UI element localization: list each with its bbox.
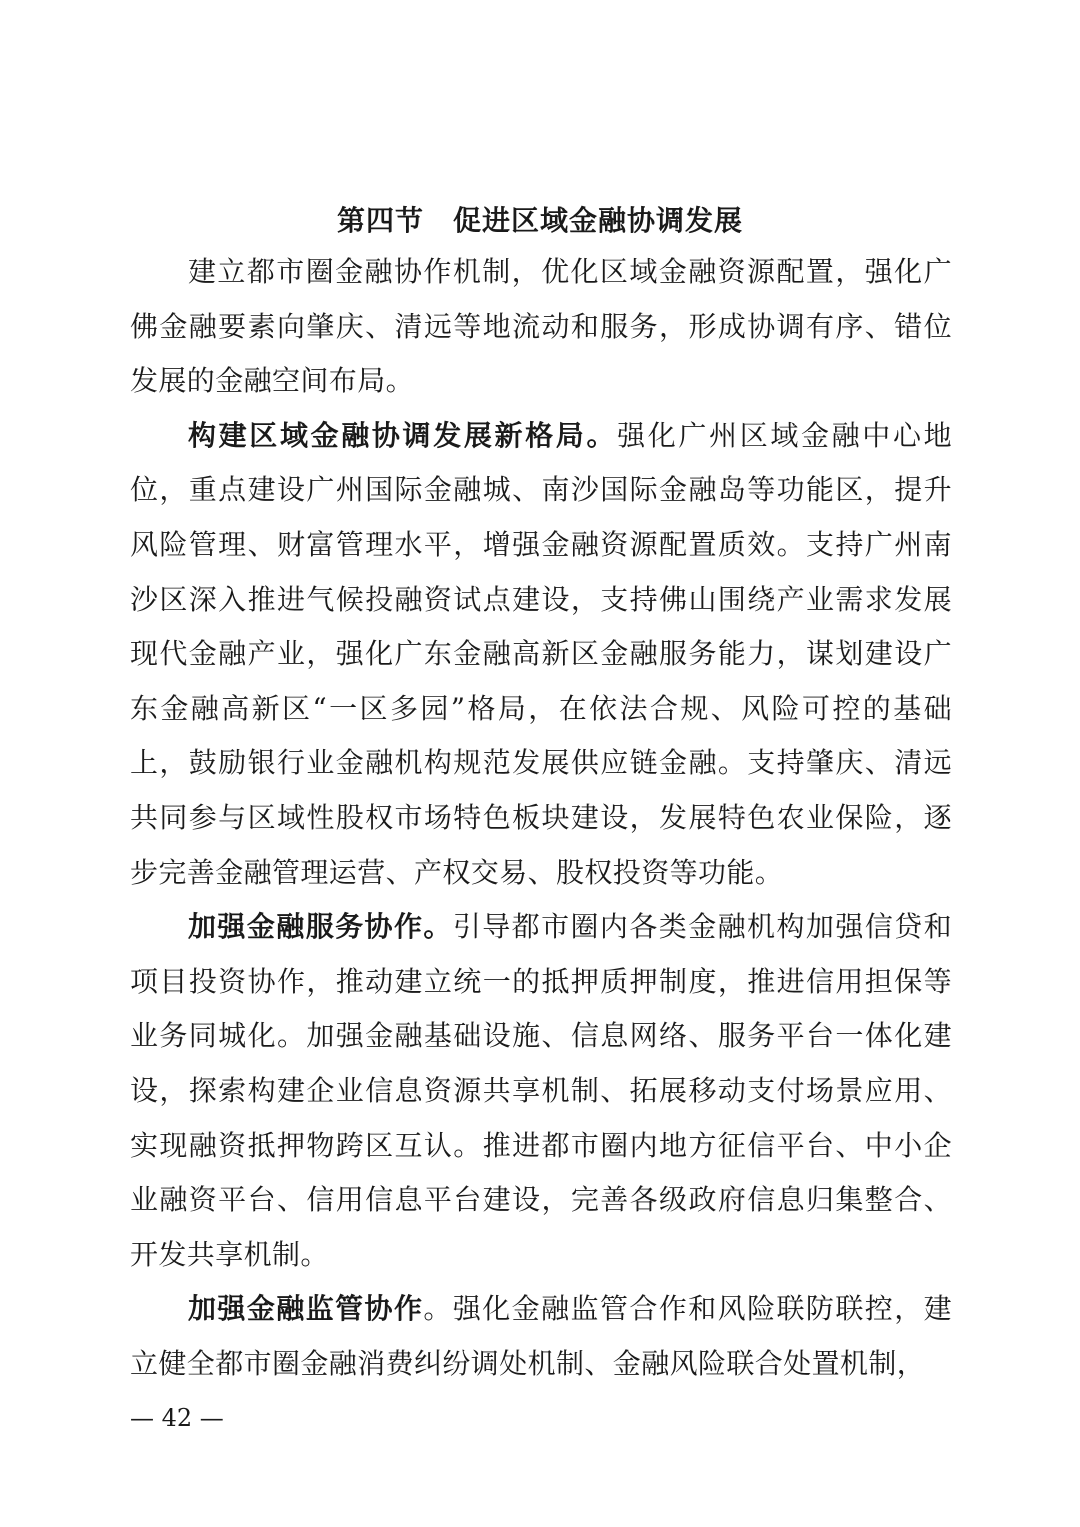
paragraph-lead: 加强金融监管协作 xyxy=(188,1292,424,1326)
paragraph-regional-pattern xyxy=(130,409,952,900)
paragraph-intro xyxy=(130,245,952,409)
page-number: — 42 — xyxy=(130,1404,224,1432)
paragraph-lead: 加强金融服务协作。 xyxy=(188,910,453,944)
paragraph-text: 引导都市圈内各类金融机构加强信贷和项目投资协作，推动建立统一的抵押质押制度，推进信用担保等业务同城化。加强金融基础设施、信息网络、服务平台一体化建设，探索构建企业信息资源共享机制、拓展移动支付场景应用、实现融资抵押物跨区互认。推进都市圈内地方征信平台、中小企业融资平台、信用信息平台建设，完善各级政府信息归集整合、开发共享机制。 xyxy=(130,910,952,1271)
paragraph-text: 建立都市圈金融协作机制，优化区域金融资源配置，强化广佛金融要素向肇庆、清远等地流动和服务，形成协调有序、错位发展的金融空间布局。 xyxy=(130,255,952,398)
section-title: 第四节 促进区域金融协调发展 xyxy=(336,204,743,238)
paragraph-regulatory-cooperation xyxy=(130,1282,952,1391)
paragraph-text: 强化广州区域金融中心地位，重点建设广州国际金融城、南沙国际金融岛等功能区，提升风险管理、财富管理水平，增强金融资源配置质效。支持广州南沙区深入推进气候投融资试点建设，支持佛山围绕产业需求发展现代金融产业，强化广东金融高新区金融服务能力，谋划建设广东金融高新区“一区多园”格局，在依法合规、风险可控的基础上，鼓励银行业金融机构规范发展供应链金融。支持肇庆、清远共同参与区域性股权市场特色板块建设，发展特色农业保险，逐步完善金融管理运营、产权交易、股权投资等功能。 xyxy=(130,418,952,889)
body-text xyxy=(130,245,952,1391)
paragraph-lead: 构建区域金融协调发展新格局。 xyxy=(188,418,618,452)
paragraph-service-cooperation xyxy=(130,900,952,1282)
paragraph-text: 。强化金融监管合作和风险联防联控，建立健全都市圈金融消费纠纷调处机制、金融风险联合处置机制， xyxy=(130,1292,953,1380)
